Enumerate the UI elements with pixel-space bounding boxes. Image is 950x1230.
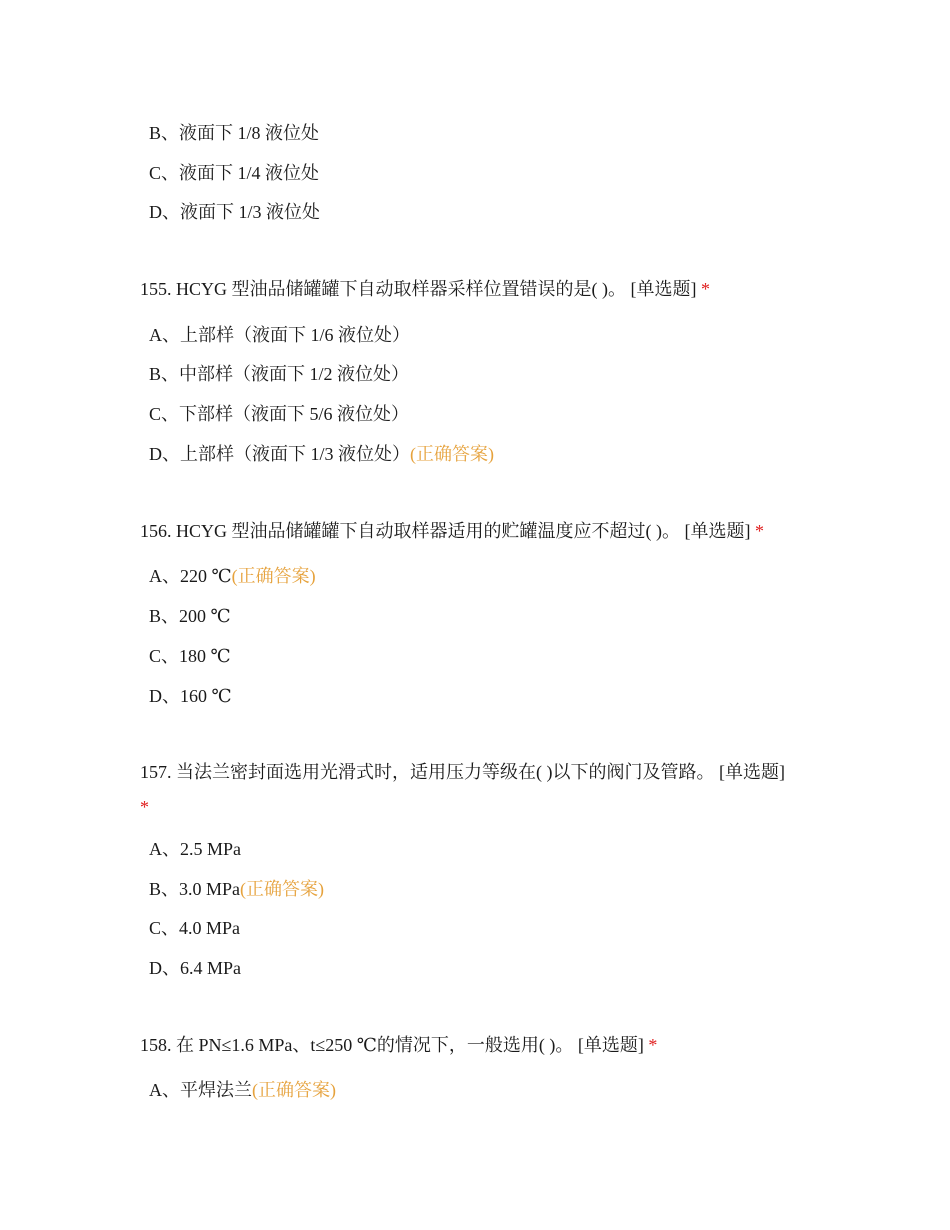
option-item: [149, 877, 324, 901]
question-stem: [140, 519, 764, 543]
option-item: [149, 121, 319, 145]
required-mark: *: [648, 1035, 658, 1055]
option-item: [149, 684, 232, 708]
option-text: A、上部样（液面下 1/6 液位处）: [149, 325, 410, 345]
option-text: C、液面下 1/4 液位处: [149, 163, 320, 183]
option-text: C、4.0 MPa: [149, 918, 241, 938]
option-text: A、平焊法兰: [149, 1080, 252, 1100]
option-text: D、160 ℃: [149, 686, 232, 706]
option-text: B、3.0 MPa: [149, 879, 241, 899]
option-text: D、上部样（液面下 1/3 液位处）: [149, 444, 410, 464]
option-item: [149, 564, 316, 588]
option-text: D、6.4 MPa: [149, 958, 242, 978]
option-item: [149, 402, 409, 426]
option-text: B、200 ℃: [149, 606, 231, 626]
required-mark: *: [700, 279, 710, 299]
question-text: 155. HCYG 型油品储罐罐下自动取样器采样位置错误的是( )。 [单选题]: [140, 279, 697, 299]
correct-answer-label: (正确答案): [410, 444, 494, 464]
option-text: B、液面下 1/8 液位处: [149, 123, 320, 143]
question-text: 156. HCYG 型油品储罐罐下自动取样器适用的贮罐温度应不超过( )。 [单选题]: [140, 521, 751, 541]
option-item: [149, 323, 410, 347]
question-stem: [140, 760, 785, 784]
option-text: C、下部样（液面下 5/6 液位处）: [149, 404, 410, 424]
correct-answer-label: (正确答案): [240, 879, 325, 899]
option-text: D、液面下 1/3 液位处: [149, 202, 320, 222]
correct-answer-label: (正确答案): [231, 566, 316, 586]
option-item: [149, 362, 409, 386]
question-stem: [140, 1033, 657, 1057]
option-text: A、2.5 MPa: [149, 839, 242, 859]
option-text: B、中部样（液面下 1/2 液位处）: [149, 364, 410, 384]
question-text: 157. 当法兰密封面选用光滑式时，适用压力等级在( )以下的阀门及管路。 [单选题]: [140, 762, 785, 782]
option-item: [149, 916, 240, 940]
option-item: [149, 837, 241, 861]
option-item: [149, 956, 241, 980]
question-text: 158. 在 PN≤1.6 MPa、t≤250 ℃的情况下，一般选用( )。 [单选题]: [140, 1035, 644, 1055]
question-stem-continuation: [140, 795, 149, 819]
option-item: [149, 644, 231, 668]
option-item: [149, 161, 319, 185]
option-item: [149, 604, 231, 628]
option-text: C、180 ℃: [149, 646, 231, 666]
option-item: [149, 1078, 336, 1102]
required-mark: *: [140, 797, 149, 817]
option-item: [149, 200, 320, 224]
question-stem: [140, 277, 710, 301]
option-text: A、220 ℃: [149, 566, 232, 586]
correct-answer-label: (正确答案): [252, 1080, 336, 1100]
option-item: [149, 442, 494, 466]
required-mark: *: [754, 521, 764, 541]
